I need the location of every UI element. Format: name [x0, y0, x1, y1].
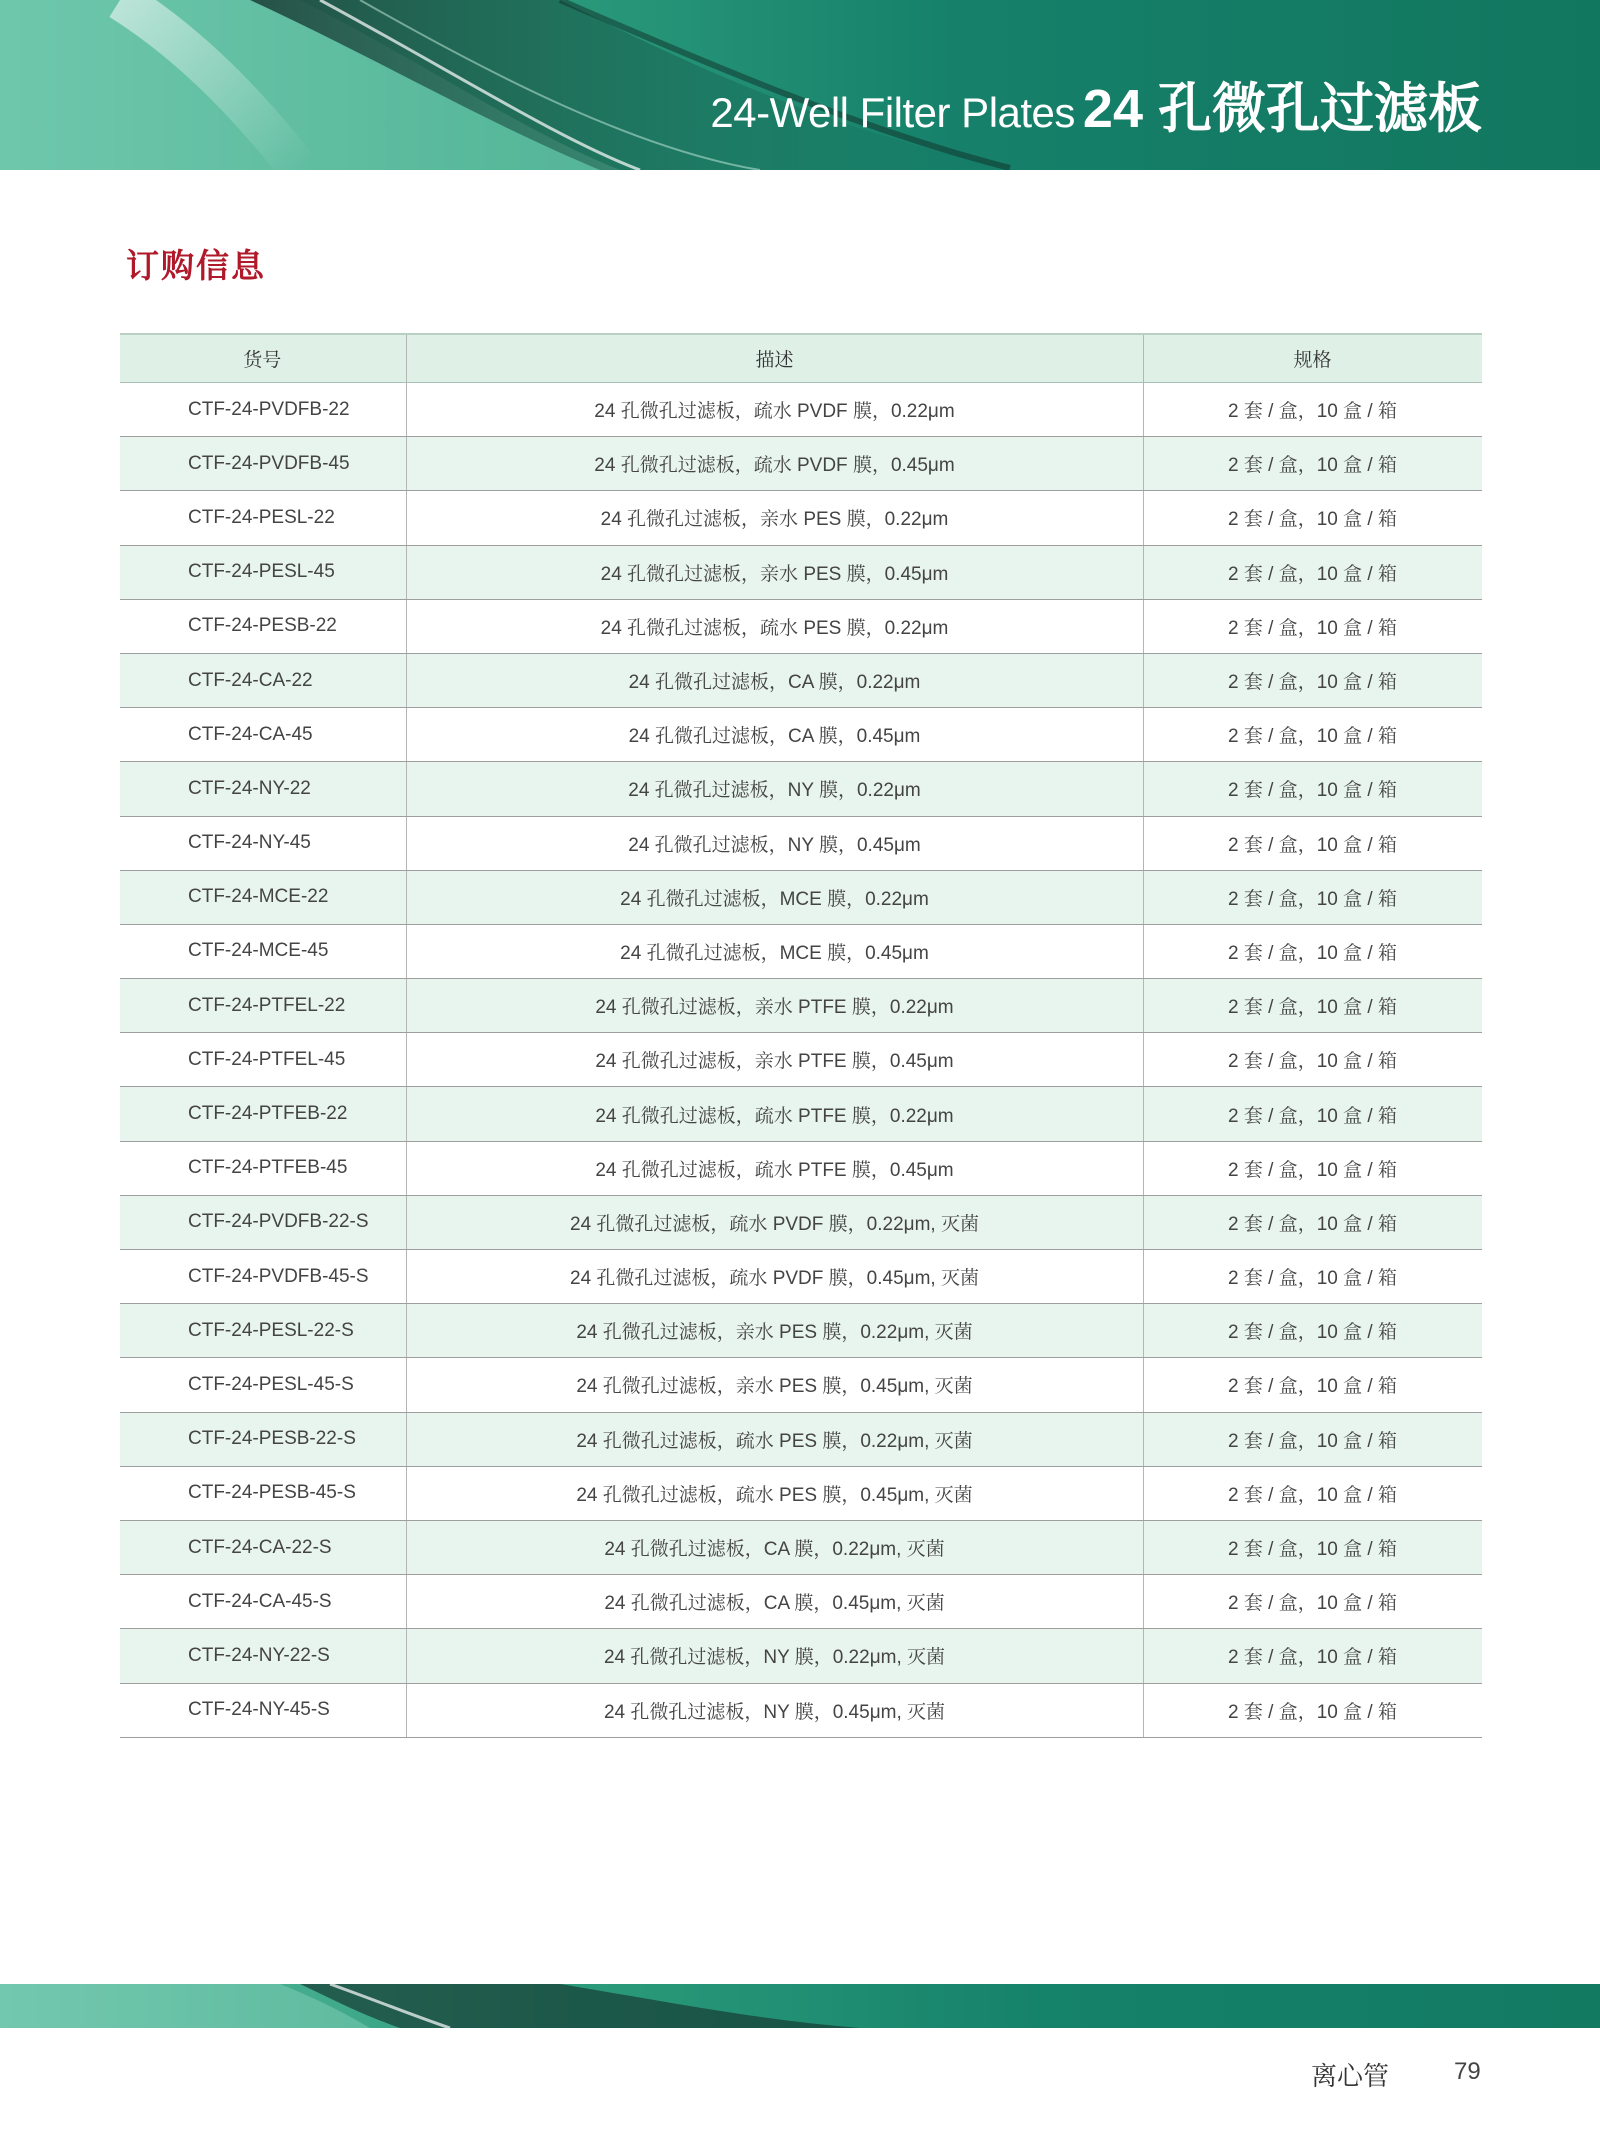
table-row [120, 491, 1482, 545]
cell-code: CTF-24-PTFEL-45 [120, 1033, 406, 1087]
cell-code: CTF-24-MCE-22 [120, 870, 406, 924]
cell-spec: 2 套 / 盒，10 盒 / 箱 [1143, 762, 1482, 816]
cell-code: CTF-24-PESB-22 [120, 599, 406, 653]
cell-code: CTF-24-NY-22-S [120, 1629, 406, 1683]
cell-description: 24 孔微孔过滤板，疏水 PVDF 膜，0.22μm, 灭菌 [406, 1195, 1143, 1249]
page-title [710, 66, 1482, 143]
column-header-spec: 规格 [1143, 334, 1482, 383]
cell-code: CTF-24-PVDFB-45-S [120, 1250, 406, 1304]
cell-code: CTF-24-NY-45 [120, 816, 406, 870]
table-row [120, 1412, 1482, 1466]
table-row [120, 1033, 1482, 1087]
table-row [120, 870, 1482, 924]
cell-spec: 2 套 / 盒，10 盒 / 箱 [1143, 1629, 1482, 1683]
cell-description: 24 孔微孔过滤板，疏水 PES 膜，0.45μm, 灭菌 [406, 1466, 1143, 1520]
table-row [120, 599, 1482, 653]
table-row [120, 1358, 1482, 1412]
cell-code: CTF-24-PVDFB-22 [120, 383, 406, 437]
cell-spec: 2 套 / 盒，10 盒 / 箱 [1143, 653, 1482, 707]
page-title-english: 24-Well Filter Plates [710, 89, 1075, 136]
cell-description: 24 孔微孔过滤板，亲水 PTFE 膜，0.45μm [406, 1033, 1143, 1087]
cell-spec: 2 套 / 盒，10 盒 / 箱 [1143, 1087, 1482, 1141]
cell-code: CTF-24-MCE-45 [120, 924, 406, 978]
table-row [120, 924, 1482, 978]
cell-code: CTF-24-PVDFB-45 [120, 437, 406, 491]
cell-code: CTF-24-PTFEB-22 [120, 1087, 406, 1141]
cell-description: 24 孔微孔过滤板，MCE 膜，0.22μm [406, 870, 1143, 924]
cell-spec: 2 套 / 盒，10 盒 / 箱 [1143, 1520, 1482, 1574]
cell-description: 24 孔微孔过滤板，亲水 PES 膜，0.45μm [406, 545, 1143, 599]
cell-code: CTF-24-CA-45 [120, 708, 406, 762]
ordering-table [120, 333, 1482, 1738]
table-row [120, 816, 1482, 870]
cell-description: 24 孔微孔过滤板，疏水 PES 膜，0.22μm, 灭菌 [406, 1412, 1143, 1466]
cell-spec: 2 套 / 盒，10 盒 / 箱 [1143, 545, 1482, 599]
header-banner [0, 0, 1600, 170]
cell-spec: 2 套 / 盒，10 盒 / 箱 [1143, 1683, 1482, 1737]
cell-code: CTF-24-PESB-22-S [120, 1412, 406, 1466]
table-row [120, 383, 1482, 437]
cell-description: 24 孔微孔过滤板，CA 膜，0.45μm, 灭菌 [406, 1575, 1143, 1629]
cell-description: 24 孔微孔过滤板，CA 膜，0.45μm [406, 708, 1143, 762]
page-title-chinese: 24 孔微孔过滤板 [1082, 79, 1482, 139]
table-row [120, 1250, 1482, 1304]
cell-description: 24 孔微孔过滤板，亲水 PES 膜，0.22μm [406, 491, 1143, 545]
cell-spec: 2 套 / 盒，10 盒 / 箱 [1143, 1141, 1482, 1195]
table-row [120, 653, 1482, 707]
table-body [120, 383, 1482, 1738]
cell-spec: 2 套 / 盒，10 盒 / 箱 [1143, 599, 1482, 653]
cell-code: CTF-24-PTFEL-22 [120, 979, 406, 1033]
cell-code: CTF-24-NY-45-S [120, 1683, 406, 1737]
table-row [120, 979, 1482, 1033]
cell-description: 24 孔微孔过滤板，疏水 PES 膜，0.22μm [406, 599, 1143, 653]
cell-description: 24 孔微孔过滤板，亲水 PTFE 膜，0.22μm [406, 979, 1143, 1033]
table-row [120, 1304, 1482, 1358]
cell-code: CTF-24-PESL-45-S [120, 1358, 406, 1412]
cell-code: CTF-24-CA-22-S [120, 1520, 406, 1574]
column-header-description: 描述 [406, 334, 1143, 383]
column-header-code: 货号 [120, 334, 406, 383]
cell-description: 24 孔微孔过滤板，CA 膜，0.22μm, 灭菌 [406, 1520, 1143, 1574]
cell-description: 24 孔微孔过滤板，疏水 PVDF 膜，0.45μm [406, 437, 1143, 491]
table-row [120, 708, 1482, 762]
cell-spec: 2 套 / 盒，10 盒 / 箱 [1143, 1358, 1482, 1412]
table-row [120, 1141, 1482, 1195]
table-row [120, 762, 1482, 816]
cell-code: CTF-24-PESB-45-S [120, 1466, 406, 1520]
cell-spec: 2 套 / 盒，10 盒 / 箱 [1143, 1412, 1482, 1466]
table-row [120, 1087, 1482, 1141]
cell-description: 24 孔微孔过滤板，NY 膜，0.22μm [406, 762, 1143, 816]
cell-spec: 2 套 / 盒，10 盒 / 箱 [1143, 1195, 1482, 1249]
table-row [120, 437, 1482, 491]
cell-code: CTF-24-CA-22 [120, 653, 406, 707]
table-row [120, 1575, 1482, 1629]
cell-description: 24 孔微孔过滤板，CA 膜，0.22μm [406, 653, 1143, 707]
cell-spec: 2 套 / 盒，10 盒 / 箱 [1143, 383, 1482, 437]
cell-spec: 2 套 / 盒，10 盒 / 箱 [1143, 924, 1482, 978]
cell-code: CTF-24-PVDFB-22-S [120, 1195, 406, 1249]
section-title: 订购信息 [126, 247, 266, 284]
cell-spec: 2 套 / 盒，10 盒 / 箱 [1143, 491, 1482, 545]
footer-category-label: 离心管 [1311, 2061, 1390, 2091]
table-row [120, 1520, 1482, 1574]
cell-description: 24 孔微孔过滤板，疏水 PVDF 膜，0.45μm, 灭菌 [406, 1250, 1143, 1304]
cell-spec: 2 套 / 盒，10 盒 / 箱 [1143, 979, 1482, 1033]
footer-banner [0, 1984, 1600, 2028]
cell-description: 24 孔微孔过滤板，MCE 膜，0.45μm [406, 924, 1143, 978]
page-number: 79 [1454, 2058, 1481, 2085]
cell-spec: 2 套 / 盒，10 盒 / 箱 [1143, 1033, 1482, 1087]
table-row [120, 1466, 1482, 1520]
cell-description: 24 孔微孔过滤板，NY 膜，0.45μm [406, 816, 1143, 870]
table-row [120, 1629, 1482, 1683]
cell-code: CTF-24-PTFEB-45 [120, 1141, 406, 1195]
cell-spec: 2 套 / 盒，10 盒 / 箱 [1143, 1466, 1482, 1520]
cell-spec: 2 套 / 盒，10 盒 / 箱 [1143, 708, 1482, 762]
cell-description: 24 孔微孔过滤板，疏水 PTFE 膜，0.45μm [406, 1141, 1143, 1195]
cell-description: 24 孔微孔过滤板，疏水 PVDF 膜，0.22μm [406, 383, 1143, 437]
cell-code: CTF-24-PESL-22-S [120, 1304, 406, 1358]
cell-code: CTF-24-NY-22 [120, 762, 406, 816]
cell-description: 24 孔微孔过滤板，疏水 PTFE 膜，0.22μm [406, 1087, 1143, 1141]
cell-description: 24 孔微孔过滤板，亲水 PES 膜，0.45μm, 灭菌 [406, 1358, 1143, 1412]
cell-spec: 2 套 / 盒，10 盒 / 箱 [1143, 870, 1482, 924]
cell-code: CTF-24-PESL-45 [120, 545, 406, 599]
cell-description: 24 孔微孔过滤板，NY 膜，0.45μm, 灭菌 [406, 1683, 1143, 1737]
cell-code: CTF-24-CA-45-S [120, 1575, 406, 1629]
cell-description: 24 孔微孔过滤板，NY 膜，0.22μm, 灭菌 [406, 1629, 1143, 1683]
cell-spec: 2 套 / 盒，10 盒 / 箱 [1143, 1250, 1482, 1304]
cell-spec: 2 套 / 盒，10 盒 / 箱 [1143, 437, 1482, 491]
table-header-row [120, 334, 1482, 383]
cell-description: 24 孔微孔过滤板，亲水 PES 膜，0.22μm, 灭菌 [406, 1304, 1143, 1358]
cell-spec: 2 套 / 盒，10 盒 / 箱 [1143, 816, 1482, 870]
table-row [120, 1683, 1482, 1737]
table-row [120, 545, 1482, 599]
cell-spec: 2 套 / 盒，10 盒 / 箱 [1143, 1575, 1482, 1629]
cell-spec: 2 套 / 盒，10 盒 / 箱 [1143, 1304, 1482, 1358]
cell-code: CTF-24-PESL-22 [120, 491, 406, 545]
footer-wave-graphic [0, 1984, 1600, 2028]
table-row [120, 1195, 1482, 1249]
